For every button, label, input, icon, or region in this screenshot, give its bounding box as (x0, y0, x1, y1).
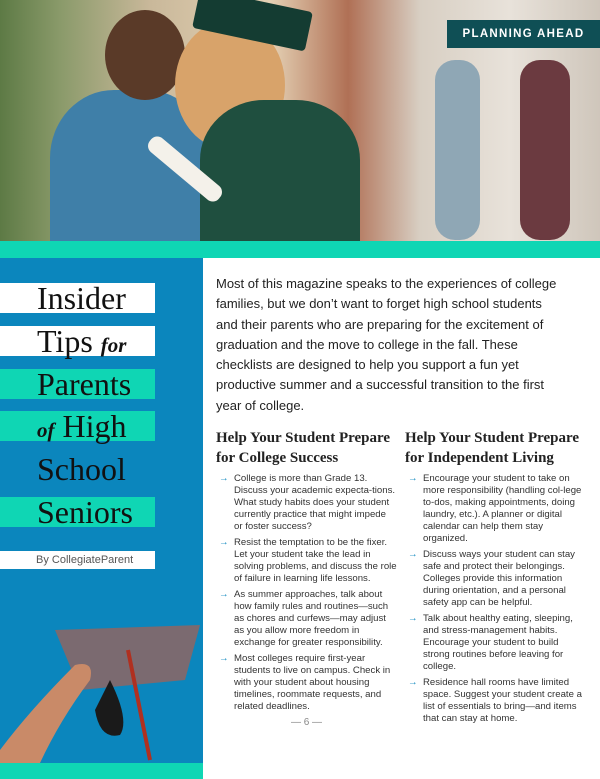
arrow-icon: → (408, 613, 418, 625)
list-item (405, 473, 586, 545)
title-line (0, 280, 155, 316)
background-person (520, 60, 570, 240)
list-item (405, 613, 586, 673)
list-item (216, 537, 397, 585)
arrow-icon: → (408, 473, 418, 485)
title-line (0, 494, 155, 530)
teal-band (0, 241, 600, 258)
byline: By CollegiateParent (0, 551, 155, 569)
list-item-text: Resist the temptation to be the fixer. Let your student take the lead in solving problems, and discuss the role of failure in learning life lessons. (234, 537, 397, 585)
title-line (0, 408, 155, 444)
arrow-icon: → (219, 473, 229, 485)
list-item (405, 549, 586, 609)
title-word: for (100, 333, 127, 357)
title-word: Seniors (37, 494, 133, 530)
title-word: of (37, 418, 55, 442)
hand (0, 664, 91, 763)
list-item-text: Residence hall rooms have limited space. Suggest your student create a list of essentials to bring—and items that can stay at home. (423, 677, 582, 725)
checklists (216, 428, 586, 729)
student-hair (105, 10, 185, 100)
checklist-college-success (216, 428, 397, 729)
column-heading: Help Your Student Prepare for College Success (216, 430, 391, 467)
column-heading: Help Your Student Prepare for Independent Living (405, 430, 580, 467)
intro-paragraph: Most of this magazine speaks to the experiences of college families, but we don’t want to forget high school students and their parents who are preparing for the excitement of graduation and the move to college in the fall. These checklists are designed to help you support a fun yet productive summer and a successful transition to the first year of college. (216, 276, 557, 413)
list-item-text: College is more than Grade 13. Discuss your academic expecta-tions. What study habits does your student currently practice that might impede or foster success? (234, 473, 396, 533)
list-item-text: Most colleges require first-year students to live on campus. Check in with your student about housing timelines, roommate requests, and related deadlines. (234, 653, 391, 713)
arrow-icon: → (219, 537, 229, 549)
arrow-icon: → (408, 549, 418, 561)
list-item-text: Encourage your student to take on more responsibility (handling col-lege to-dos, making appointments, doing laundry, etc.). A planner or digital calendar can help them stay organized. (423, 473, 582, 545)
list-item (216, 589, 397, 649)
list-item-text: Talk about healthy eating, sleeping, and stress-management habits. Encourage your student to build strong routines before leaving for college. (423, 613, 573, 673)
arrow-icon: → (219, 653, 229, 665)
title-line (0, 366, 155, 402)
graduation-cap-image (0, 620, 203, 763)
title-word: Tips (37, 323, 93, 359)
list-item (216, 473, 397, 533)
list-item-text: As summer approaches, talk about how family rules and routines—such as chores and curfews—may adjust as you allow more freedom in exchange for greater responsibility. (234, 589, 389, 649)
page-number: — 6 — (290, 717, 323, 729)
title-word: Parents (37, 366, 132, 402)
list-item-text: Discuss ways your student can stay safe and protect their belongings. Colleges provide this information during orientation, and a personal safety app can be helpful. (423, 549, 575, 609)
background-person (435, 60, 480, 240)
title-word: School (37, 451, 126, 487)
cap-base (95, 680, 123, 736)
hero-photo-graduation-hug (0, 0, 600, 241)
checklist-independent-living (405, 428, 586, 729)
title-line (0, 323, 155, 359)
graduation-gown (200, 100, 360, 241)
list-item (405, 677, 586, 725)
arrow-icon: → (408, 677, 418, 689)
title-word: Insider (37, 280, 126, 316)
teal-bottom-strip (0, 763, 203, 779)
arrow-icon: → (219, 589, 229, 601)
section-badge: PLANNING AHEAD (447, 20, 600, 48)
title-word: High (62, 408, 127, 444)
title-line (0, 451, 155, 487)
article-body (216, 274, 586, 729)
list-item (216, 653, 397, 713)
